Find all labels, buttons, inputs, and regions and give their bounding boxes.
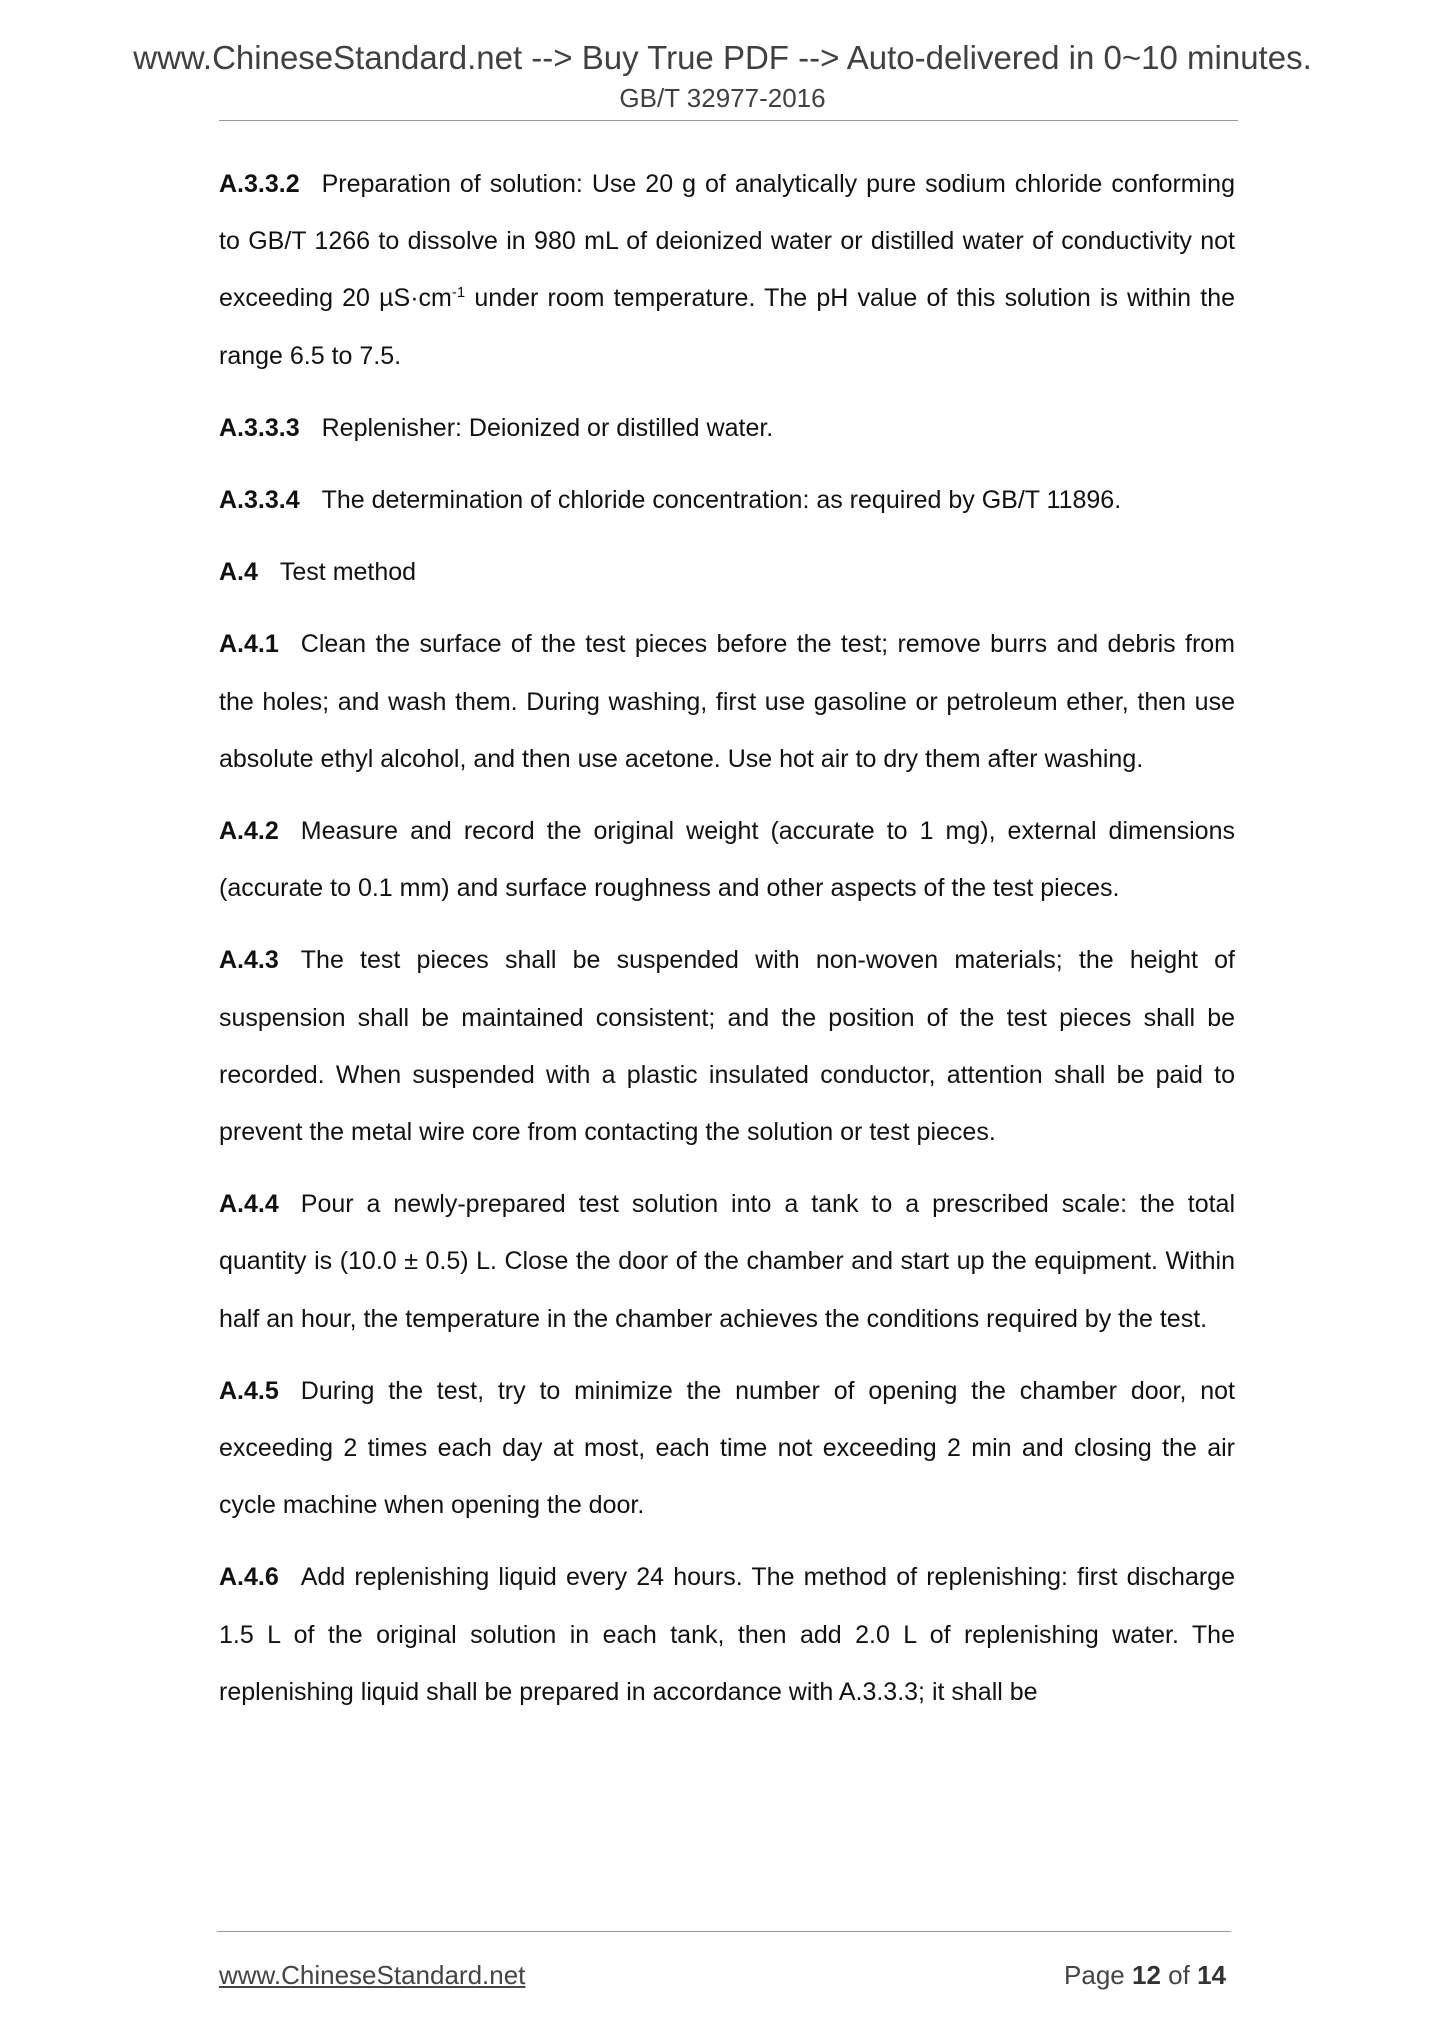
clause-label: A.4.2 (219, 817, 279, 846)
total-pages: 14 (1197, 1960, 1226, 1990)
paragraph-a-3-3-2 (219, 156, 1235, 385)
clause-text: The test pieces shall be suspended with non-woven materials; the height of suspension shall be maintained consistent; and the position of the test pieces shall be recorded. When suspended with a plastic insulated conductor, attention shall be paid to prevent the metal wire core from contacting the solution or test pieces. (219, 946, 1235, 1147)
clause-label: A.4.1 (219, 630, 279, 659)
clause-label: A.3.3.2 (219, 170, 300, 198)
paragraph-a-3-3-4 (219, 472, 1235, 529)
footer-website-link[interactable]: www.ChineseStandard.net (219, 1960, 526, 1990)
clause-text: The determination of chloride concentration: as required by GB/T 11896. (321, 486, 1122, 515)
clause-text: Replenisher: Deionized or distilled water. (321, 413, 774, 442)
clause-label: A.4.3 (219, 946, 279, 975)
of-word: of (1168, 1960, 1190, 1990)
clause-label: A.3.3.3 (219, 413, 300, 442)
clause-label: A.4 (219, 558, 258, 587)
clause-text: under room temperature. The pH value of this solution is within the range 6.5 to 7.5. (219, 284, 1235, 370)
clause-text: Measure and record the original weight (accurate to 1 mg), external dimensions (accurate to 0.1 mm) and surface roughness and other aspects of the test pieces. (219, 817, 1235, 903)
paragraph-a-4-4 (219, 1176, 1235, 1348)
page-word: Page (1064, 1960, 1125, 1990)
paragraph-a-4-6 (219, 1549, 1235, 1721)
doc-code: GB/T 32977-2016 (619, 83, 826, 113)
clause-text: During the test, try to minimize the number of opening the chamber door, not exceeding 2 times each day at most, each time not exceeding 2 min and closing the air cycle machine when opening the door. (219, 1376, 1235, 1520)
clause-label: A.3.3.4 (219, 486, 300, 515)
clause-text: Clean the surface of the test pieces before the test; remove burrs and debris from the holes; and wash them. During washing, first use gasoline or petroleum ether, then use absolute ethyl alcohol, and then use acetone. Use hot air to dry them after washing. (219, 630, 1235, 773)
clause-text: Pour a newly-prepared test solution into a tank to a prescribed scale: the total quantity is (10.0 ± 0.5) L. Close the door of the chamber and start up the equipment. Within half an hour, the temperature in the chamber achieves the conditions required by the test. (219, 1190, 1235, 1333)
header-rule (219, 120, 1238, 121)
clause-text: Preparation of solution: Use 20 g of analytically pure sodium chloride conforming to GB/T 1266 to dissolve in 980 mL of deionized water or distilled water of conductivity not exceeding 20 µS·cm (219, 170, 1235, 313)
superscript: -1 (451, 284, 466, 302)
document-body (219, 156, 1235, 1736)
current-page: 12 (1132, 1960, 1161, 1990)
paragraph-a-4-5 (219, 1363, 1235, 1535)
page-indicator (1064, 1960, 1226, 1991)
footer-rule (217, 1931, 1231, 1932)
paragraph-a-4-1 (219, 616, 1235, 788)
clause-label: A.4.4 (219, 1190, 279, 1219)
clause-label: A.4.5 (219, 1376, 279, 1405)
heading-a-4 (219, 544, 1235, 601)
paragraph-a-3-3-3 (219, 400, 1235, 457)
clause-label: A.4.6 (219, 1563, 279, 1592)
paragraph-a-4-2 (219, 803, 1235, 917)
paragraph-a-4-3 (219, 932, 1235, 1161)
clause-text: Add replenishing liquid every 24 hours. The method of replenishing: first discharge 1.5 L of the original solution in each tank, then add 2.0 L of replenishing water. The replenishing liquid shall be prepared in accordance with A.3.3.3; it shall be (219, 1563, 1235, 1706)
clause-text: Test method (279, 558, 417, 587)
header-banner: www.ChineseStandard.net --> Buy True PDF --> Auto-delivered in 0~10 minutes. (133, 39, 1312, 76)
